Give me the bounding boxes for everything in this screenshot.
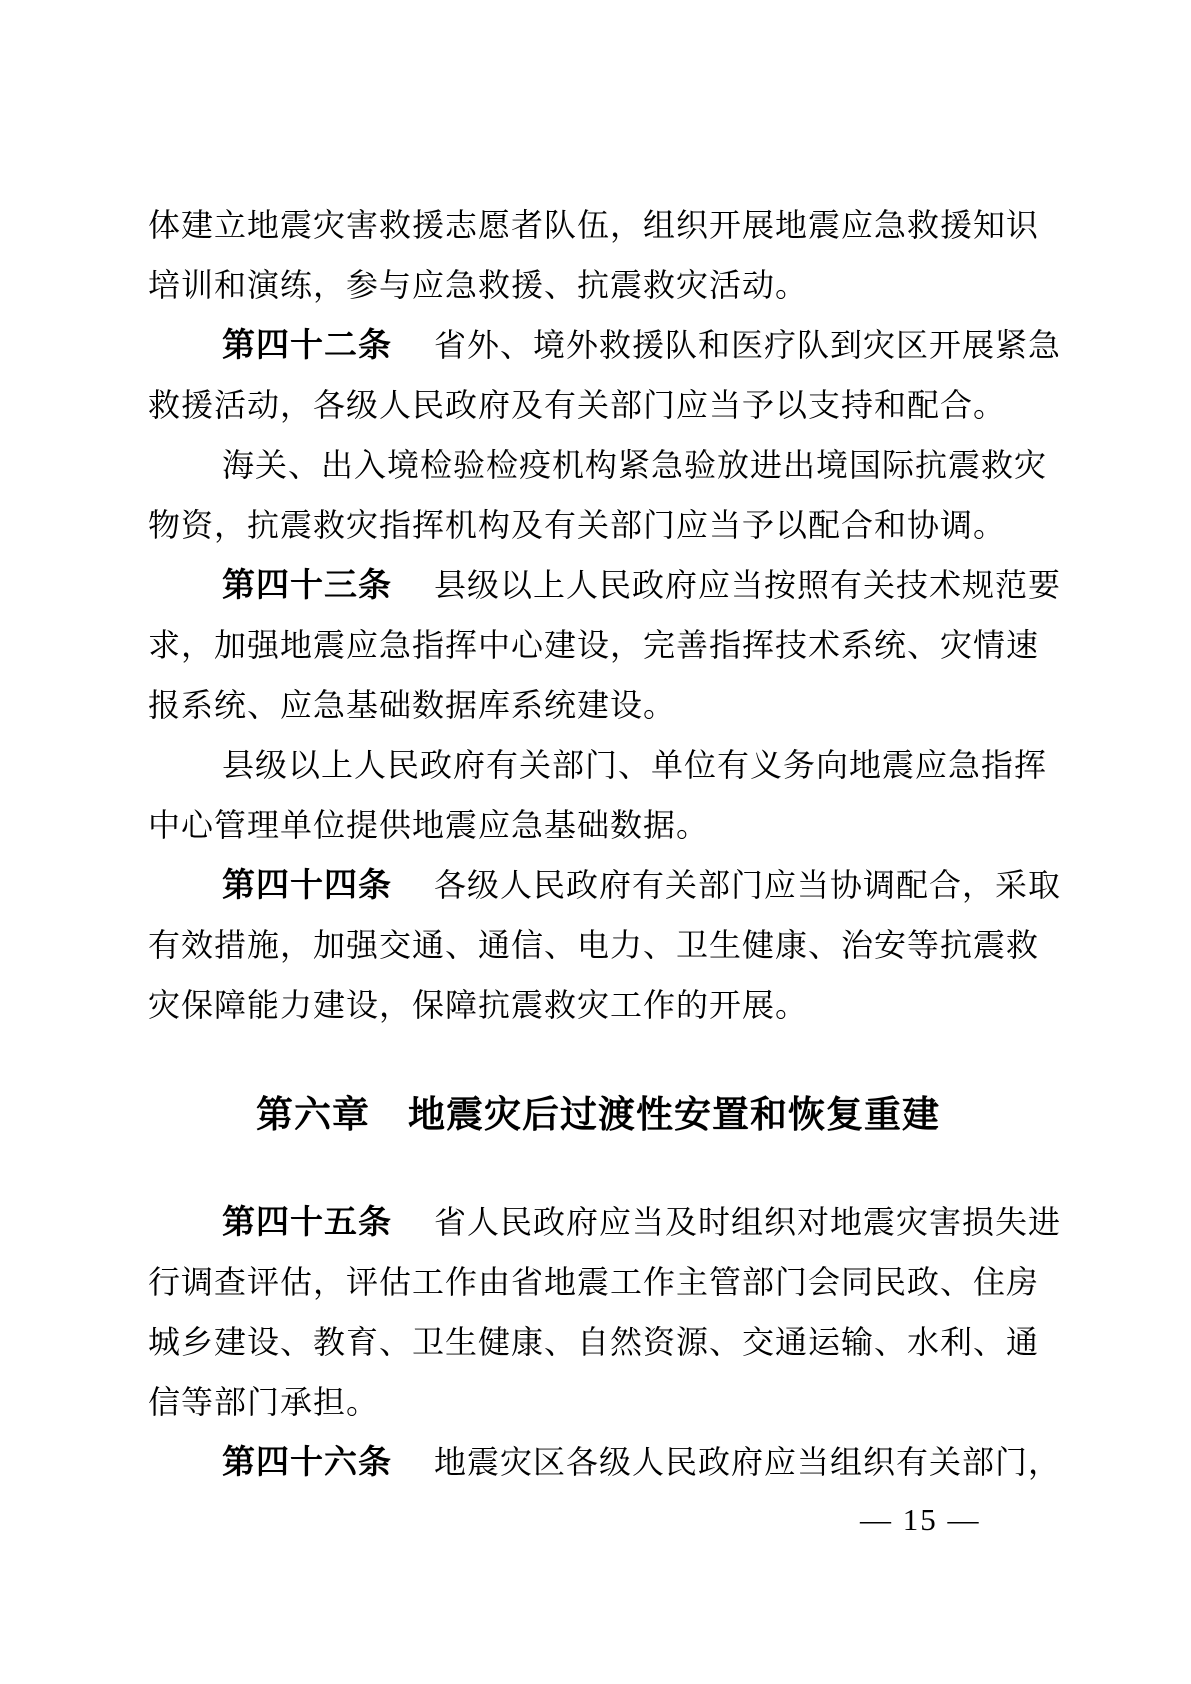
page-number: — 15 — — [860, 1502, 981, 1537]
text-line — [148, 615, 1048, 675]
text-line-article-start — [148, 1432, 1062, 1492]
text-line — [148, 975, 1048, 1035]
article-number: 第四十五条 — [222, 1203, 392, 1240]
text-line — [148, 1252, 1048, 1312]
line-text: 救援活动，各级人民政府及有关部门应当予以支持和配合。 — [148, 387, 1007, 423]
text-line — [148, 255, 1048, 315]
text-line — [148, 675, 1048, 735]
article-number: 第四十二条 — [222, 326, 392, 363]
article-number: 第四十六条 — [222, 1443, 392, 1480]
line-text: 物资，抗震救灾指挥机构及有关部门应当予以配合和协调。 — [148, 507, 1007, 543]
line-text: 中心管理单位提供地震应急基础数据。 — [148, 807, 710, 843]
line-text: 海关、出入境检验检疫机构紧急验放进出境国际抗震救灾 — [222, 447, 1048, 483]
text-line-paragraph-start — [148, 735, 1048, 795]
text-line-article-start — [148, 555, 1062, 615]
line-text: 有效措施，加强交通、通信、电力、卫生健康、治安等抗震救 — [148, 927, 1040, 963]
line-text: 县级以上人民政府应当按照有关技术规范要 — [434, 567, 1062, 603]
line-text: 县级以上人民政府有关部门、单位有义务向地震应急指挥 — [222, 747, 1048, 783]
text-line-article-start — [148, 315, 1062, 375]
line-text: 培训和演练，参与应急救援、抗震救灾活动。 — [148, 267, 809, 303]
line-text: 报系统、应急基础数据库系统建设。 — [148, 687, 677, 723]
line-text: 信等部门承担。 — [148, 1384, 380, 1420]
article-number: 第四十四条 — [222, 866, 392, 903]
text-line — [148, 915, 1048, 975]
text-line — [148, 1372, 1048, 1432]
line-text: 城乡建设、教育、卫生健康、自然资源、交通运输、水利、通 — [148, 1324, 1040, 1360]
line-text: 省人民政府应当及时组织对地震灾害损失进 — [434, 1204, 1062, 1240]
text-line — [148, 375, 1048, 435]
document-content — [148, 195, 1062, 1492]
line-text: 求，加强地震应急指挥中心建设，完善指挥技术系统、灾情速 — [148, 627, 1040, 663]
text-line-paragraph-start — [148, 435, 1048, 495]
line-text: 各级人民政府有关部门应当协调配合，采取 — [434, 867, 1062, 903]
line-text: 省外、境外救援队和医疗队到灾区开展紧急 — [434, 327, 1062, 363]
chapter-heading: 第六章 地震灾后过渡性安置和恢复重建 — [256, 1094, 940, 1135]
article-number: 第四十三条 — [222, 566, 392, 603]
text-line — [148, 1312, 1048, 1372]
text-line — [148, 495, 1048, 555]
text-line — [148, 195, 1048, 255]
text-line — [148, 795, 1048, 855]
line-text: 体建立地震灾害救援志愿者队伍，组织开展地震应急救援知识 — [148, 207, 1040, 243]
text-line-article-start — [148, 855, 1062, 915]
line-text: 灾保障能力建设，保障抗震救灾工作的开展。 — [148, 987, 809, 1023]
text-line-article-start — [148, 1192, 1062, 1252]
line-text: 地震灾区各级人民政府应当组织有关部门， — [434, 1444, 1062, 1480]
line-text: 行调查评估，评估工作由省地震工作主管部门会同民政、住房 — [148, 1264, 1040, 1300]
